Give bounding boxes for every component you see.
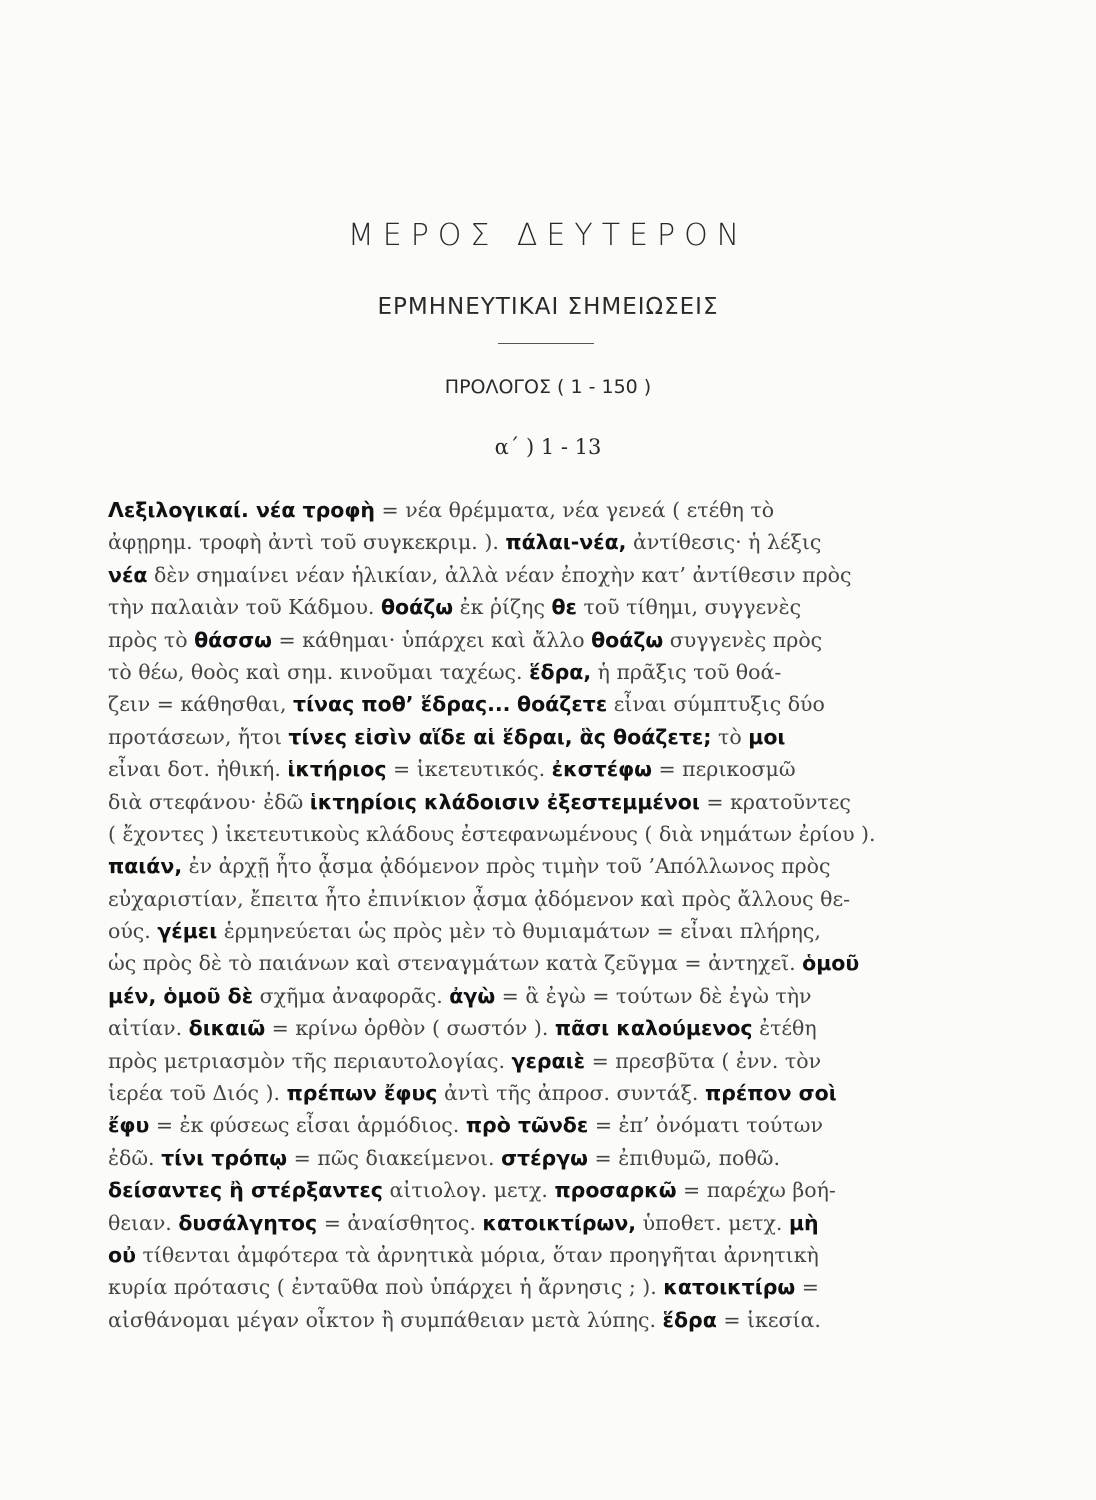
lemma-term: πρέπον σοὶ (704, 1081, 837, 1106)
text-line (108, 526, 953, 558)
lemma-term: γεραιὲ (511, 1048, 586, 1073)
lemma-term: τίνι τρόπῳ (161, 1145, 288, 1170)
lemma-term: ἔφυ (108, 1113, 150, 1138)
lemma-term: πᾶσι καλούμενος (554, 1016, 753, 1041)
lemma-term: γέμει (157, 919, 218, 944)
lemma-term: θοάζω (380, 595, 454, 620)
lemma-term: πρὸ τῶνδε (465, 1113, 589, 1138)
gloss-text: = ἐπ’ ὀνόματι τούτων (588, 1113, 823, 1138)
gloss-text: ἐκ ῥίζης (453, 595, 552, 620)
lemma-term: πάλαι-νέα, (505, 530, 627, 555)
gloss-text: = ἱκετευτικός. (386, 757, 552, 782)
gloss-text: ὑποθετ. μετχ. (636, 1210, 789, 1235)
gloss-text: ὡς πρὸς δὲ τὸ παιάνων καὶ στεναγμάτων κατὰ ζεῦγμα = ἀντηχεῖ. (108, 951, 803, 976)
lemma-term: στέργω (501, 1145, 588, 1170)
text-line (108, 818, 953, 850)
lemma-term: θε (551, 595, 577, 620)
gloss-text: = κρίνω ὀρθὸν ( σωστόν ). (265, 1016, 555, 1041)
lemma-term: θάσσω (194, 627, 272, 652)
gloss-text: τοῦ τίθημι, συγγενὲς (576, 595, 802, 620)
lemma-term: κατοικτίρων, (482, 1210, 637, 1235)
gloss-text: ζειν = κάθησθαι, (108, 692, 293, 717)
gloss-text: τὸ (711, 724, 749, 749)
gloss-text: δὲν σημαίνει νέαν ἡλικίαν, ἀλλὰ νέαν ἐποχὴν κατ’ ἀντίθεσιν πρὸς (147, 562, 852, 587)
lemma-term: ἕδρα, (529, 659, 592, 684)
text-line (108, 915, 953, 947)
gloss-text: αἰσθάνομαι μέγαν οἶκτον ἢ συμπάθειαν μετὰ λύπης. (108, 1307, 663, 1332)
gloss-text: ἡ πρᾶξις τοῦ θοά- (591, 659, 782, 684)
text-line (108, 850, 953, 882)
gloss-text: = ἱκεσία. (716, 1307, 821, 1332)
text-line (108, 1077, 953, 1109)
gloss-text: = περικοσμῶ (651, 757, 796, 782)
lemma-term: τίνας ποθ’ ἕδρας... (292, 692, 511, 717)
gloss-text: τὸ θέω, θοὸς καὶ σημ. κινοῦμαι ταχέως. (108, 659, 530, 684)
lemma-term: νέα (108, 562, 148, 587)
gloss-text: αἰτιολογ. μετχ. (382, 1178, 555, 1203)
gloss-text: = πρεσβῦτα ( ἐνν. τὸν (585, 1048, 822, 1073)
gloss-text: ἱερέα τοῦ Διός ). (108, 1081, 287, 1106)
text-line (108, 721, 953, 753)
lemma-term: προσαρκῶ (554, 1178, 677, 1203)
gloss-text: προτάσεων, ἤτοι (108, 724, 289, 749)
gloss-text: διὰ στεφάνου· ἐδῶ (108, 789, 310, 814)
gloss-text: = πῶς διακείμενοι. (287, 1145, 502, 1170)
text-line (108, 786, 953, 818)
gloss-text: εἶναι δοτ. ἠθική. (108, 757, 288, 782)
gloss-text: ούς. (108, 919, 158, 944)
gloss-text: αἰτίαν. (108, 1016, 189, 1041)
lemma-term: μὴ (788, 1210, 819, 1235)
lemma-term: δείσαντες ἢ στέρξαντες (108, 1178, 383, 1203)
gloss-text: = ἐκ φύσεως εἶσαι ἁρμόδιος. (149, 1113, 466, 1138)
subsection-heading: α΄ ) 1 - 13 (494, 435, 602, 459)
gloss-text: πρὸς τὸ (108, 627, 195, 652)
text-line (108, 1304, 953, 1336)
lemma-term: οὐ (108, 1242, 136, 1267)
gloss-text: ἀφῃρημ. τροφὴ ἀντὶ τοῦ συγκεκριμ. ). (108, 530, 506, 555)
gloss-text: εἶναι σύμπτυξις δύο (607, 692, 825, 717)
text-line (108, 656, 953, 688)
gloss-text: ἀντίθεσις· ἡ λέξις (626, 530, 822, 555)
text-line (108, 947, 953, 979)
lemma-term: θοάζω (591, 627, 664, 652)
gloss-text: ἐν ἀρχῇ ἦτο ᾆσμα ᾀδόμενον πρὸς τιμὴν τοῦ ’Απόλλωνος πρὸς (182, 854, 831, 879)
text-line (108, 494, 953, 526)
lemma-term: ἱκτήριος (287, 757, 387, 782)
lemma-term: μοι (748, 724, 786, 749)
gloss-text: τὴν παλαιὰν τοῦ Κάδμου. (108, 595, 381, 620)
lemma-term: δικαιῶ (188, 1016, 266, 1041)
gloss-text: = ἐπιθυμῶ, ποθῶ. (587, 1145, 780, 1170)
lemma-term: τίνες εἰσὶν αἵδε αἱ ἕδραι, ἃς θοάζετε; (288, 724, 712, 749)
lemma-term: Λεξιλογικαί. νέα τροφὴ (108, 498, 376, 522)
text-line (108, 980, 953, 1012)
gloss-text: = (795, 1275, 819, 1300)
gloss-text: = κρατοῦντες (699, 789, 851, 814)
lemma-term: δυσάλγητος (178, 1210, 318, 1235)
text-line (108, 624, 953, 656)
gloss-text: πρὸς μετριασμὸν τῆς περιαυτολογίας. (108, 1048, 512, 1073)
gloss-text: θειαν. (108, 1210, 179, 1235)
gloss-text: = νέα θρέμματα, νέα γενεά ( ετέθη τὸ (375, 498, 775, 522)
lemma-term: μέν, ὁμοῦ δὲ (108, 983, 254, 1008)
gloss-text: σχῆμα ἀναφορᾶς. (253, 983, 450, 1008)
section-title: ΕΡΜΗΝΕΥΤΙΚΑΙ ΣΗΜΕΙΩΣΕΙΣ (377, 294, 719, 320)
part-title: ΜΕΡΟΣ ΔΕΥΤΕΡΟΝ (347, 218, 749, 253)
lemma-term: ὁμοῦ (802, 951, 860, 976)
text-line (108, 1239, 953, 1271)
lemma-term: πρέπων ἔφυς (286, 1081, 438, 1106)
gloss-text: ἑρμηνεύεται ὡς πρὸς μὲν τὸ θυμιαμάτων = εἶναι πλήρης, (217, 919, 821, 944)
text-line (108, 753, 953, 785)
text-line (108, 591, 953, 623)
text-line (108, 1207, 953, 1239)
gloss-text: ( ἔχοντες ) ἱκετευτικοὺς κλάδους ἐστεφανωμένους ( διὰ νημάτων ἐρίου ). (108, 821, 876, 846)
gloss-text: ἐτέθη (752, 1016, 817, 1041)
text-line (108, 883, 953, 915)
gloss-text: ἀντὶ τῆς ἀπροσ. συντάξ. (437, 1081, 705, 1106)
lemma-term: παιάν, (108, 854, 183, 879)
gloss-text: ἐδῶ. (108, 1145, 162, 1170)
divider-rule (498, 343, 594, 344)
gloss-text: τίθενται ἀμφότερα τὰ ἀρνητικὰ μόρια, ὅταν προηγῆται ἀρνητικὴ (135, 1242, 819, 1267)
prologue-heading: ΠΡΟΛΟΓΟΣ ( 1 - 150 ) (444, 376, 652, 398)
text-line (108, 1174, 953, 1206)
commentary-body (108, 494, 953, 1336)
gloss-text: κυρία πρότασις ( ἐνταῦθα ποὺ ὑπάρχει ἡ ἄρνησις ; ). (108, 1275, 664, 1300)
gloss-text: εὐχαριστίαν, ἔπειτα ἦτο ἐπινίκιον ᾆσμα ᾀδόμενον καὶ πρὸς ἄλλους θε- (108, 886, 851, 911)
lemma-term: ἱκτηρίοις κλάδοισιν ἐξεστεμμένοι (309, 789, 700, 814)
text-line (108, 1142, 953, 1174)
text-line (108, 1012, 953, 1044)
lemma-term: ἀγὼ (449, 983, 496, 1008)
gloss-text: = κάθημαι· ὑπάρχει καὶ ἄλλο (272, 627, 592, 652)
gloss-text: = ἀναίσθητος. (317, 1210, 483, 1235)
text-line (108, 559, 953, 591)
lemma-term: κατοικτίρω (663, 1275, 796, 1300)
text-line (108, 1045, 953, 1077)
lemma-term: ἐκστέφω (551, 757, 652, 782)
text-line (108, 1109, 953, 1141)
lemma-term: ἕδρα (662, 1307, 717, 1332)
lemma-term: θοάζετε (517, 692, 608, 717)
gloss-text: συγγενὲς πρὸς (663, 627, 823, 652)
text-line (108, 1271, 953, 1303)
gloss-text: = παρέχω βοή- (676, 1178, 836, 1203)
gloss-text: = ἃ ἐγὼ = τούτων δὲ ἐγὼ τὴν (495, 983, 812, 1008)
text-line (108, 688, 953, 720)
